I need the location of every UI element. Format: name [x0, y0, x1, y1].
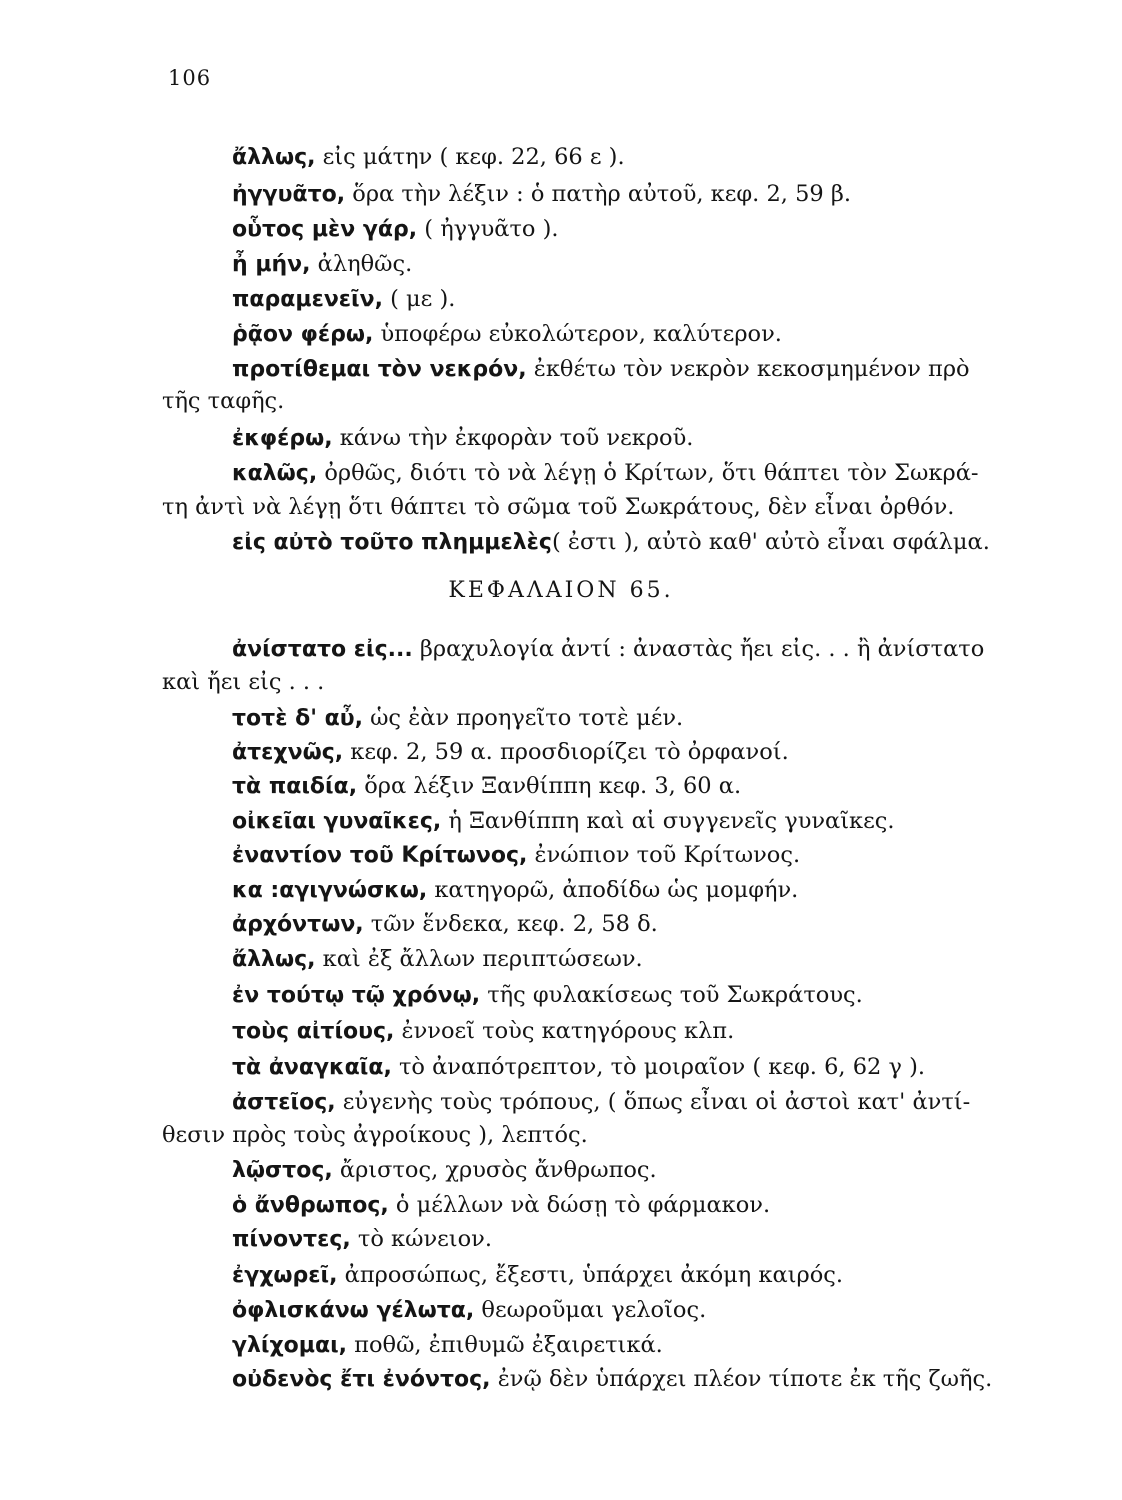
entry-term: ἀστεῖος,: [232, 1090, 336, 1115]
entry-line: [232, 1155, 657, 1186]
entry-term: τοὺς αἰτίους,: [232, 1019, 395, 1044]
entry-line: [232, 1364, 992, 1395]
entry-gloss: τὸ ἀναπότρεπτον, τὸ μοιραῖον ( κεφ. 6, 62 γ ).: [391, 1054, 926, 1080]
entry-term: ἀρχόντων,: [232, 912, 364, 937]
entry-term: ἀνίστατο εἰς...: [232, 637, 413, 662]
entry-term: ἄλλως,: [232, 947, 316, 972]
entry-term: ἐναντίον τοῦ Κρίτωνος,: [232, 843, 528, 868]
entry-line: [232, 249, 412, 280]
entry-continuation: θεσιν πρὸς τοὺς ἀγροίκους ), λεπτός.: [162, 1122, 588, 1148]
entry-line: [232, 771, 741, 802]
entry-gloss: ἐκθέτω τὸν νεκρὸν κεκοσμημένον πρὸ: [526, 356, 970, 382]
entry-line: [232, 634, 984, 665]
entry-term: ἦ μήν,: [232, 252, 311, 277]
entry-line: [232, 944, 643, 975]
entry-term: τοτὲ δ' αὖ,: [232, 706, 363, 731]
entry-line: [232, 875, 798, 906]
entry-line: [232, 142, 625, 173]
entry-term: λῷστος,: [232, 1158, 333, 1183]
entry-term: γλίχομαι,: [232, 1333, 348, 1358]
entry-gloss: ποθῶ, ἐπιθυμῶ ἐξαιρετικά.: [347, 1332, 663, 1358]
entry-line: [232, 458, 979, 489]
entry-gloss: θεωροῦμαι γελοῖος.: [474, 1297, 707, 1323]
entry-line: [232, 1087, 970, 1118]
entry-continuation: τῆς ταφῆς.: [162, 388, 285, 414]
entry-gloss: ὡς ἐὰν προηγεῖτο τοτὲ μέν.: [362, 705, 684, 731]
entry-line: [232, 284, 455, 315]
entry-gloss: ( με ).: [382, 286, 456, 312]
entry-term: ἀτεχνῶς,: [232, 740, 344, 765]
entry-gloss: ὀρθῶς, διότι τὸ νὰ λέγῃ ὁ Κρίτων, ὅτι θάπτει τὸν Σωκρά-: [317, 460, 979, 486]
entry-gloss: ἡ Ξανθίππη καὶ αἱ συγγενεῖς γυναῖκες.: [441, 808, 895, 834]
entry-line: [232, 1052, 925, 1083]
entry-continuation: τη ἀντὶ νὰ λέγῃ ὅτι θάπτει τὸ σῶμα τοῦ Σωκράτους, δὲν εἶναι ὀρθόν.: [162, 494, 955, 520]
entry-term: ἐν τούτῳ τῷ χρόνῳ,: [232, 983, 481, 1008]
entry-gloss: ὅρα τὴν λέξιν : ὁ πατὴρ αὐτοῦ, κεφ. 2, 59 β.: [345, 181, 852, 207]
entry-term: τὰ παιδία,: [232, 774, 358, 799]
page-number: 106: [168, 66, 212, 90]
entry-term: παραμενεῖν,: [232, 287, 383, 312]
entry-line: [232, 423, 693, 454]
entry-gloss: ἐνώπιον τοῦ Κρίτωνος.: [527, 842, 801, 868]
entry-gloss: τὸ κώνειον.: [350, 1226, 492, 1252]
entry-gloss: ( ἠγγυᾶτο ).: [417, 216, 559, 242]
entry-gloss: τῆς φυλακίσεως τοῦ Σωκράτους.: [480, 982, 863, 1008]
entry-term: ὁ ἄνθρωπος,: [232, 1193, 389, 1218]
entry-term: ἐγχωρεῖ,: [232, 1263, 338, 1288]
entry-gloss: καὶ ἐξ ἄλλων περιπτώσεων.: [315, 946, 643, 972]
entry-term: ἄλλως,: [232, 145, 316, 170]
entry-term: ὀφλισκάνω γέλωτα,: [232, 1298, 475, 1323]
entry-gloss: ὁ μέλλων νὰ δώσῃ τὸ φάρμακον.: [388, 1192, 771, 1218]
entry-continuation: καὶ ἤει εἰς . . .: [162, 669, 325, 695]
entry-gloss: ( ἐστι ), αὐτὸ καθ' αὐτὸ εἶναι σφάλμα.: [551, 529, 990, 555]
entry-gloss: ἐννοεῖ τοὺς κατηγόρους κλπ.: [394, 1018, 735, 1044]
entry-term: προτίθεμαι τὸν νεκρόν,: [232, 357, 527, 382]
entry-gloss: ὅρα λέξιν Ξανθίππη κεφ. 3, 60 α.: [357, 773, 742, 799]
entry-term: οὗτος μὲν γάρ,: [232, 217, 418, 242]
entry-line: [232, 1260, 843, 1291]
chapter-heading: ΚΕΦΑΛΑΙΟΝ 65.: [448, 578, 674, 603]
entry-gloss: τῶν ἕνδεκα, κεφ. 2, 58 δ.: [363, 911, 658, 937]
entry-term: τὰ ἀναγκαῖα,: [232, 1055, 392, 1080]
entry-gloss: ὑποφέρω εὐκολώτερον, καλύτερον.: [373, 321, 782, 347]
entry-line: [232, 179, 851, 210]
entry-term: εἰς αὐτὸ τοῦτο πλημμελὲς: [232, 530, 552, 555]
entry-line: [232, 909, 658, 940]
entry-term: ἠγγυᾶτο,: [232, 182, 346, 207]
entry-gloss: εἰς μάτην ( κεφ. 22, 66 ε ).: [315, 144, 625, 170]
entry-line: [232, 980, 863, 1011]
entry-gloss: ἐνῷ δὲν ὑπάρχει πλέον τίποτε ἐκ τῆς ζωῆς.: [490, 1366, 993, 1392]
entry-line: [232, 806, 895, 837]
entry-line: [232, 703, 683, 734]
entry-term: κα :αγιγνώσκω,: [232, 878, 428, 903]
entry-term: οὐδενὸς ἔτι ἐνόντος,: [232, 1367, 491, 1392]
entry-line: [232, 1190, 770, 1221]
entry-term: ἐκφέρω,: [232, 426, 333, 451]
entry-gloss: βραχυλογία ἀντί : ἀναστὰς ἤει εἰς. . . ἢ ἀνίστατο: [412, 636, 985, 662]
entry-line: [232, 354, 970, 385]
entry-gloss: ἀληθῶς.: [310, 251, 413, 277]
entry-line: [232, 319, 782, 350]
entry-line: [232, 1016, 734, 1047]
entry-term: καλῶς,: [232, 461, 318, 486]
entry-line: [232, 1224, 492, 1255]
entry-gloss: ἄριστος, χρυσὸς ἄνθρωπος.: [332, 1157, 657, 1183]
entry-gloss: ἀπροσώπως, ἔξεστι, ὑπάρχει ἀκόμη καιρός.: [337, 1262, 843, 1288]
entry-line: [232, 214, 559, 245]
entry-line: [232, 840, 800, 871]
entry-term: οἰκεῖαι γυναῖκες,: [232, 809, 442, 834]
entry-gloss: κατηγορῶ, ἀποδίδω ὡς μομφήν.: [427, 877, 799, 903]
entry-gloss: κάνω τὴν ἐκφορὰν τοῦ νεκροῦ.: [332, 425, 694, 451]
entry-line: [232, 1330, 663, 1361]
entry-gloss: κεφ. 2, 59 α. προσδιορίζει τὸ ὀρφανοί.: [343, 739, 789, 765]
entry-term: ῥᾷον φέρω,: [232, 322, 374, 347]
entry-line: [232, 1295, 706, 1326]
entry-line: [232, 737, 789, 768]
entry-term: πίνοντες,: [232, 1227, 351, 1252]
entry-gloss: εὐγενὴς τοὺς τρόπους, ( ὅπως εἶναι οἱ ἀστοὶ κατ' ἀντί-: [335, 1089, 971, 1115]
entry-line: [232, 527, 990, 558]
